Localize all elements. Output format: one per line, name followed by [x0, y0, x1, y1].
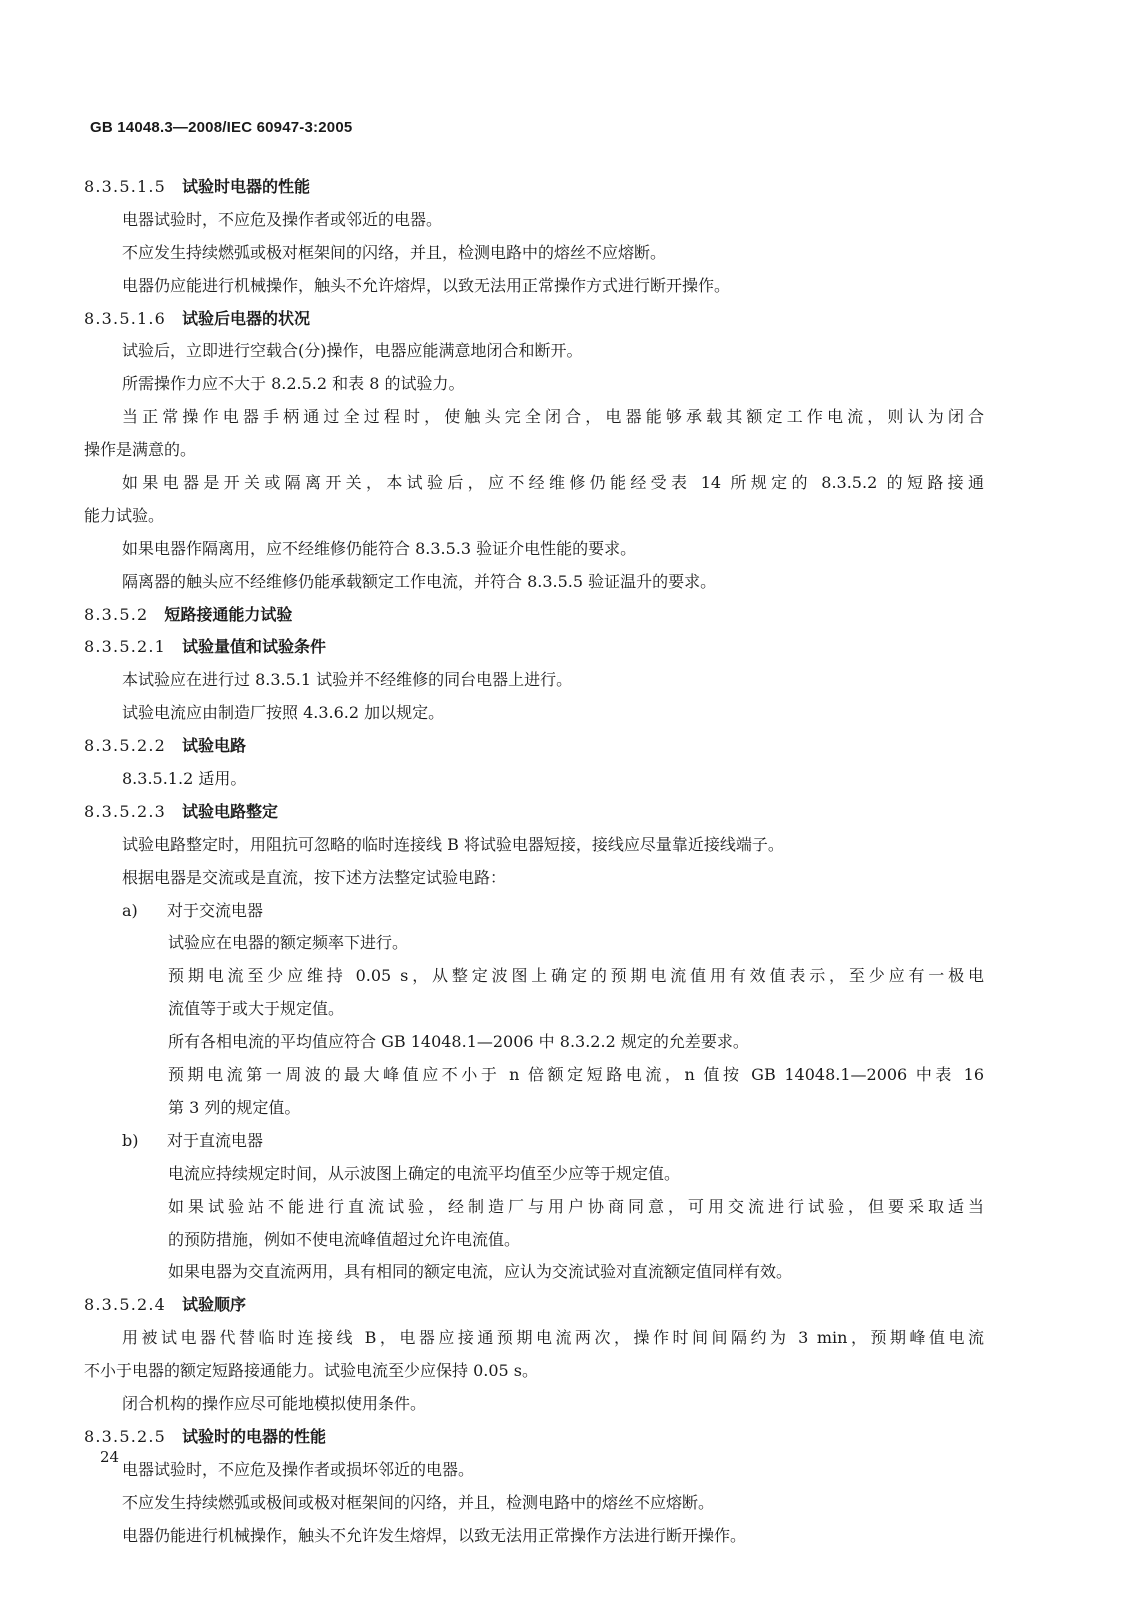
- paragraph-line: 本试验应在进行过 8.3.5.1 试验并不经维修的同台电器上进行。: [122, 670, 573, 690]
- section-number: 8.3.5.2.3: [84, 801, 167, 821]
- paragraph-line: 不应发生持续燃弧或极间或极对框架间的闪络，并且，检测电路中的熔丝不应熔断。: [122, 1492, 715, 1512]
- paragraph-line: 电器仍应能进行机械操作，触头不允许熔焊，以致无法用正常操作方式进行断开操作。: [122, 275, 731, 295]
- paragraph-line: 当正常操作电器手柄通过全过程时，使触头完全闭合，电器能够承载其额定工作电流，则认为闭合: [122, 407, 984, 427]
- paragraph-line: 操作是满意的。: [84, 440, 197, 460]
- paragraph-line: 所有各相电流的平均值应符合 GB 14048.1—2006 中 8.3.2.2 规定的允差要求。: [168, 1032, 749, 1052]
- section-heading: [84, 171, 984, 204]
- list-label: a): [122, 900, 138, 920]
- section-title: 试验量值和试验条件: [182, 637, 327, 657]
- list-text: 对于交流电器: [167, 900, 264, 920]
- section-heading: [84, 1421, 984, 1454]
- section-title: 短路接通能力试验: [164, 604, 293, 624]
- list-item: [84, 1125, 984, 1158]
- section-heading: [84, 631, 984, 664]
- paragraph-line: 流值等于或大于规定值。: [168, 999, 345, 1019]
- paragraph-line: 闭合机构的操作应尽可能地模拟使用条件。: [122, 1393, 427, 1413]
- section-heading: [84, 303, 984, 336]
- paragraph-line: 试验后，立即进行空载合(分)操作，电器应能满意地闭合和断开。: [122, 341, 583, 361]
- paragraph-line: 试验电路整定时，用阻抗可忽略的临时连接线 B 将试验电器短接，接线应尽量靠近接线端子。: [122, 834, 784, 854]
- paragraph-line: 电流应持续规定时间，从示波图上确定的电流平均值至少应等于规定值。: [168, 1163, 681, 1183]
- list-text: 对于直流电器: [167, 1130, 264, 1150]
- section-title: 试验电路: [182, 736, 247, 756]
- section-number: 8.3.5.2.4: [84, 1295, 167, 1315]
- paragraph-line: 所需操作力应不大于 8.2.5.2 和表 8 的试验力。: [122, 374, 465, 394]
- section-number: 8.3.5.2.2: [84, 736, 167, 756]
- paragraph-line: 预期电流第一周波的最大峰值应不小于 n 倍额定短路电流，n 值按 GB 14048.1—2006 中表 16: [168, 1065, 984, 1085]
- paragraph-line: 不小于电器的额定短路接通能力。试验电流至少应保持 0.05 s。: [84, 1361, 539, 1381]
- paragraph-line: 如果电器作隔离用，应不经维修仍能符合 8.3.5.3 验证介电性能的要求。: [122, 538, 637, 558]
- paragraph-line: 电器试验时，不应危及操作者或邻近的电器。: [122, 209, 443, 229]
- section-heading: [84, 599, 984, 632]
- paragraph-line: 如果试验站不能进行直流试验，经制造厂与用户协商同意，可用交流进行试验，但要采取适当: [168, 1196, 984, 1216]
- section-number: 8.3.5.1.5: [84, 177, 167, 196]
- section-heading: [84, 730, 984, 763]
- section-title: 试验时电器的性能: [182, 177, 311, 196]
- paragraph-line: 第 3 列的规定值。: [168, 1097, 301, 1117]
- paragraph-line: 能力试验。: [84, 505, 165, 525]
- section-title: 试验电路整定: [182, 801, 279, 821]
- section-number: 8.3.5.2.1: [84, 637, 167, 657]
- paragraph-line: 试验电流应由制造厂按照 4.3.6.2 加以规定。: [122, 703, 445, 723]
- section-title: 试验时的电器的性能: [182, 1426, 327, 1446]
- section-number: 8.3.5.2.5: [84, 1426, 167, 1446]
- list-label: b): [122, 1130, 139, 1150]
- page-number: 24: [100, 1448, 120, 1466]
- paragraph-line: 隔离器的触头应不经维修仍能承载额定工作电流，并符合 8.3.5.5 验证温升的要求。: [122, 571, 717, 591]
- section-title: 试验顺序: [182, 1295, 247, 1315]
- paragraph-line: 如果电器为交直流两用，具有相同的额定电流，应认为交流试验对直流额定值同样有效。: [168, 1262, 793, 1282]
- paragraph-line: 电器试验时，不应危及操作者或损坏邻近的电器。: [122, 1459, 475, 1479]
- section-heading: [84, 1289, 984, 1322]
- paragraph-line: 如果电器是开关或隔离开关，本试验后，应不经维修仍能经受表 14 所规定的 8.3.5.2 的短路接通: [122, 473, 984, 493]
- paragraph-line: 电器仍能进行机械操作，触头不允许发生熔焊，以致无法用正常操作方法进行断开操作。: [122, 1525, 747, 1545]
- section-title: 试验后电器的状况: [182, 308, 311, 328]
- paragraph-line: 预期电流至少应维持 0.05 s，从整定波图上确定的预期电流值用有效值表示，至少应有一极电: [168, 966, 984, 986]
- list-item: [84, 895, 984, 928]
- paragraph-line: 不应发生持续燃弧或极对框架间的闪络，并且，检测电路中的熔丝不应熔断。: [122, 242, 667, 262]
- section-heading: [84, 796, 984, 829]
- section-number: 8.3.5.1.6: [84, 308, 167, 328]
- section-number: 8.3.5.2: [84, 604, 149, 624]
- page-header: GB 14048.3—2008/IEC 60947-3:2005: [90, 119, 353, 136]
- paragraph-line: 8.3.5.1.2 适用。: [122, 769, 247, 789]
- paragraph-line: 用被试电器代替临时连接线 B，电器应接通预期电流两次，操作时间间隔约为 3 min，预期峰值电流: [122, 1328, 984, 1348]
- paragraph-line: 根据电器是交流或是直流，按下述方法整定试验电路：: [122, 867, 507, 887]
- document-body: [84, 171, 984, 1552]
- paragraph-line: 的预防措施，例如不使电流峰值超过允许电流值。: [168, 1229, 521, 1249]
- paragraph-line: 试验应在电器的额定频率下进行。: [168, 933, 409, 953]
